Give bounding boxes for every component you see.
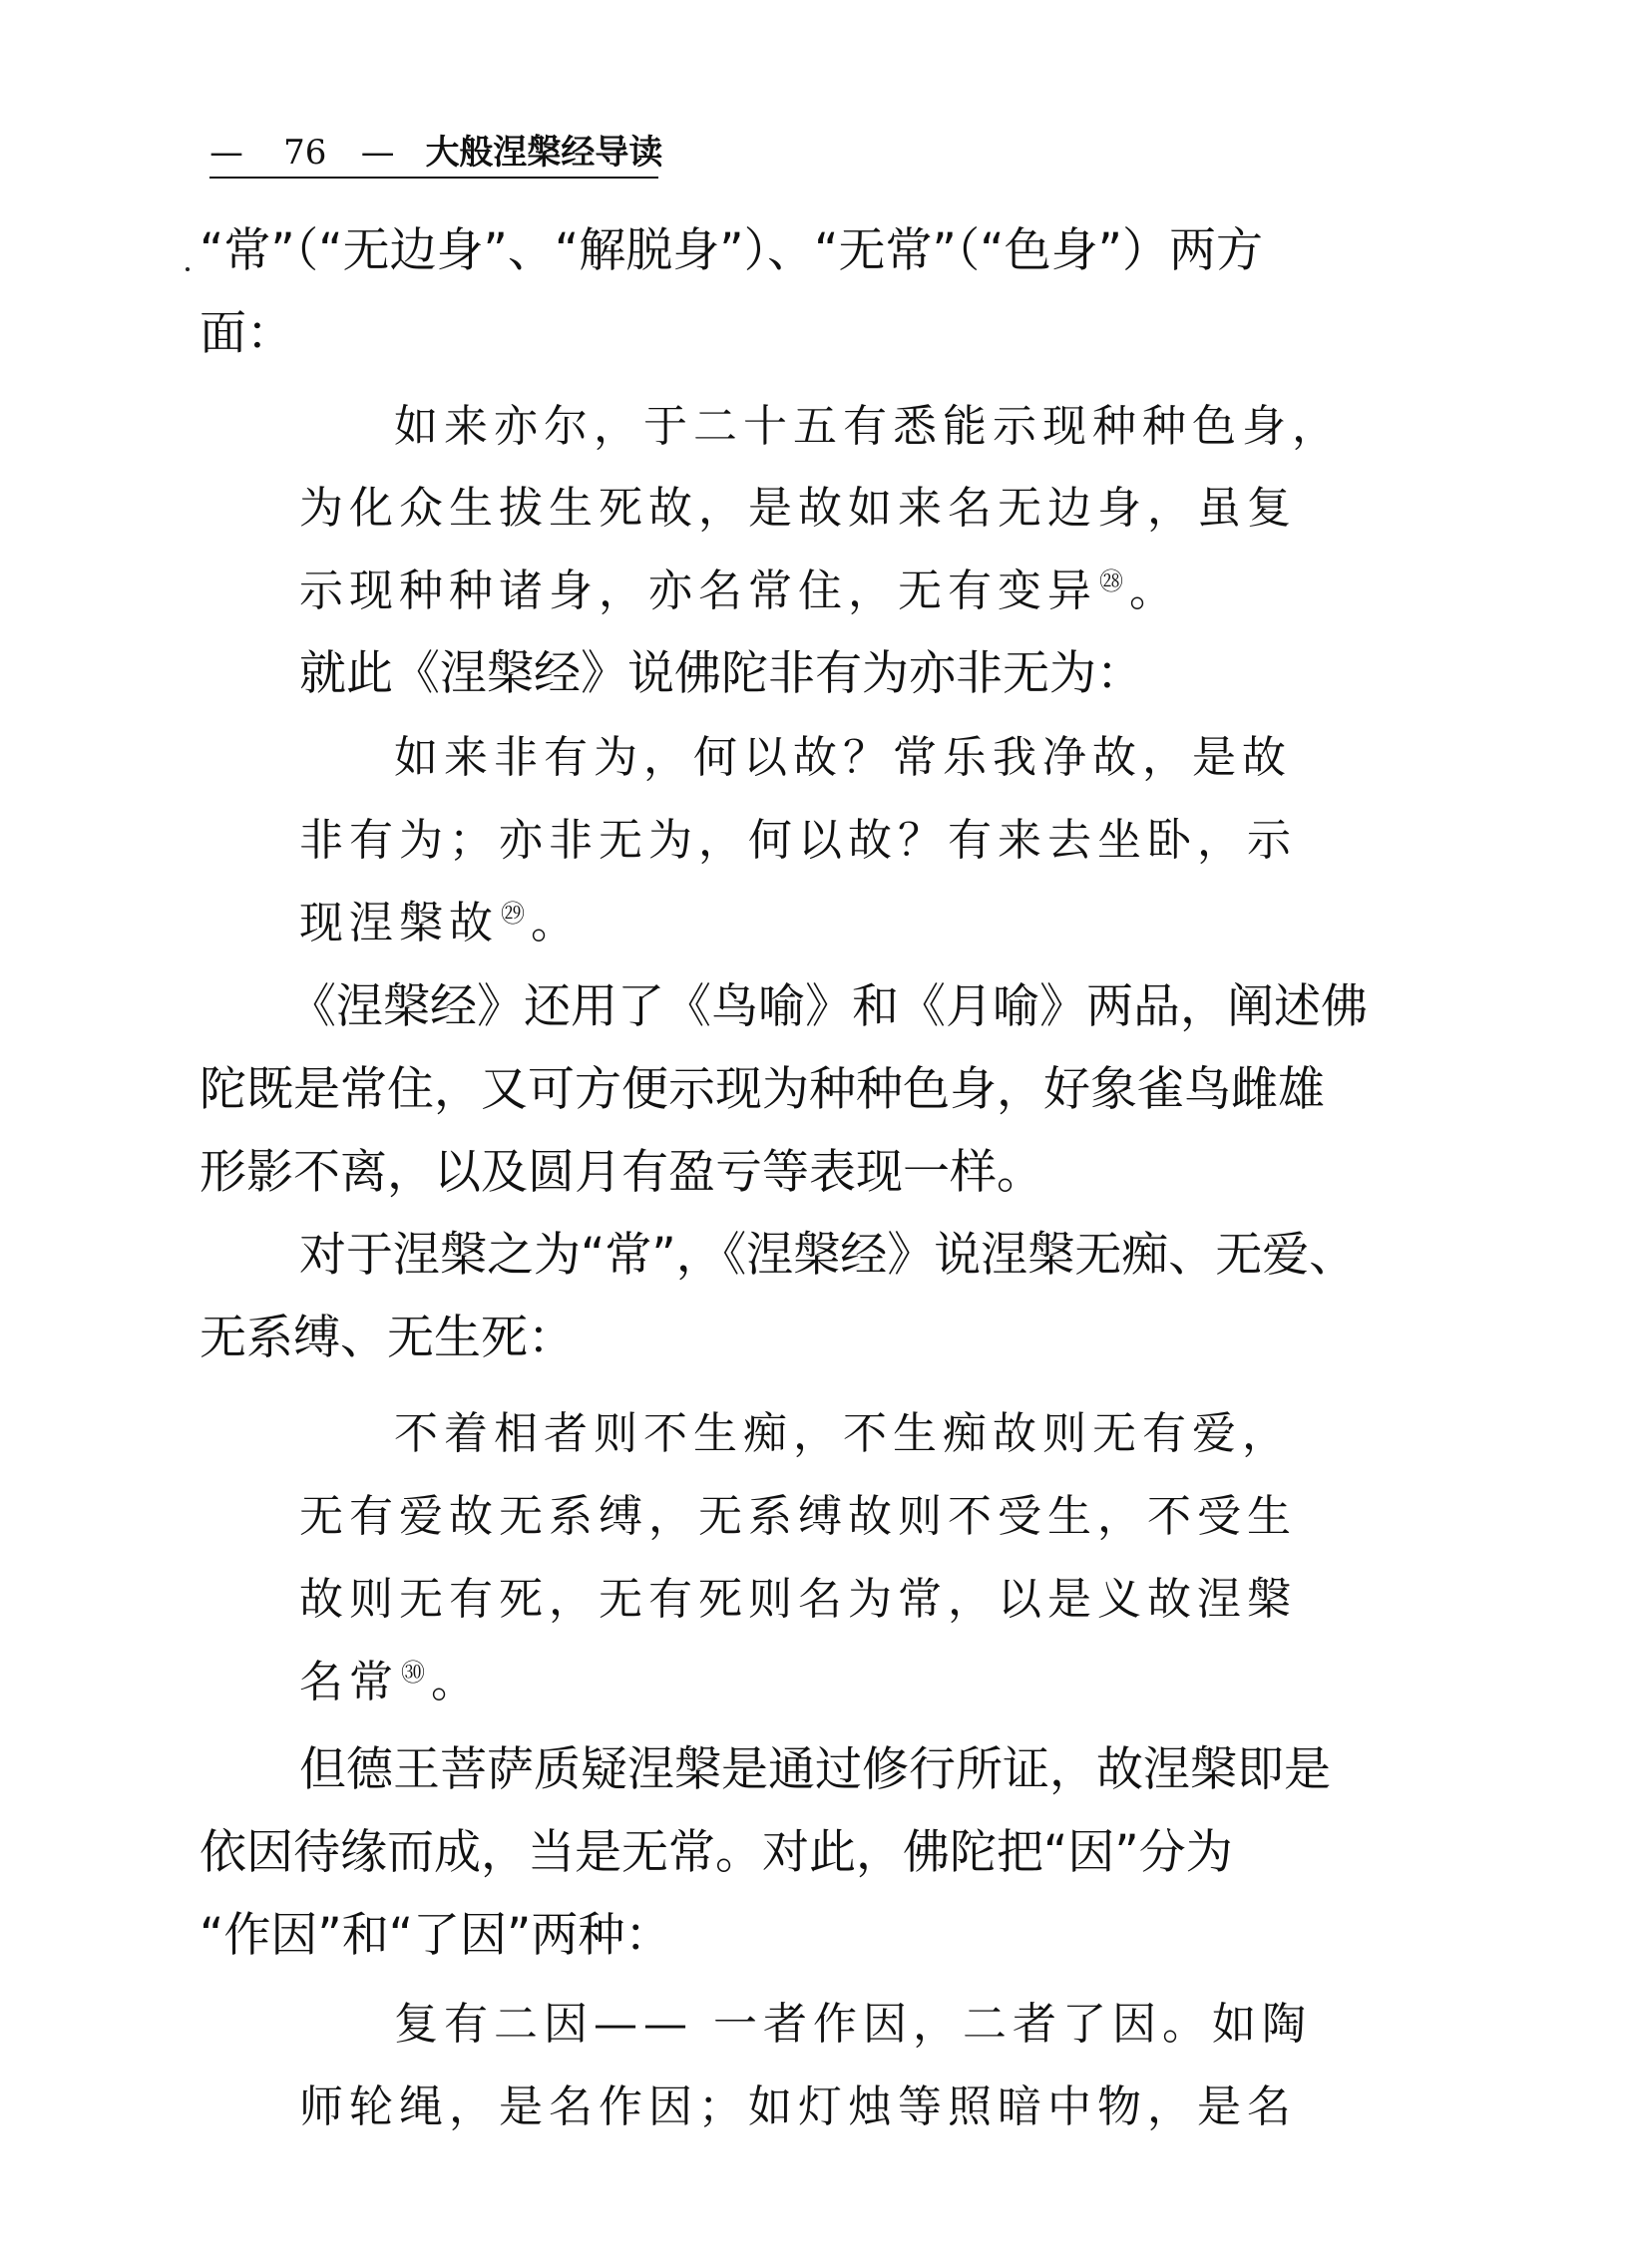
footnote-marker: ㉙ (501, 900, 531, 929)
quote-line (299, 479, 1297, 539)
line-text: 示现种种诸身，亦名常住，无有变异 (299, 566, 1097, 616)
line-text: 为化众生拔生死故，是故如来名无边身，虽复 (299, 483, 1297, 534)
line-tail: 。 (1129, 566, 1179, 616)
header-dash-left: — (209, 133, 243, 173)
line-text: “常”（“无边身”、“解脱身”）、“无常”（“色身”）两方 (200, 223, 1263, 278)
line-text: 如来非有为，何以故？常乐我净故，是故 (394, 732, 1292, 783)
line-text: 对于涅槃之为“常”，《涅槃经》说涅槃无痴、无爱、 (299, 1228, 1357, 1283)
quote-line (299, 894, 581, 953)
line-text: 不着相者则不生痴，不生痴故则无有爱， (394, 1408, 1292, 1459)
body-line (299, 1740, 1331, 1800)
quote-line (299, 1653, 481, 1712)
line-text: “作因”和“了因”两种： (200, 1908, 672, 1963)
body-line (200, 1143, 1043, 1203)
line-text: 现涅槃故 (299, 898, 499, 948)
line-tail: 。 (531, 898, 581, 948)
body-line (200, 1823, 1233, 1883)
quote-line (394, 1995, 1312, 2055)
quote-line (299, 811, 1297, 871)
line-text: 但德王菩萨质疑涅槃是通过修行所证，故涅槃即是 (299, 1742, 1331, 1797)
line-text: 无系缚、无生死： (200, 1311, 575, 1365)
body-line (200, 1309, 575, 1368)
line-text: 名常 (299, 1657, 399, 1707)
footnote-marker: ㉚ (401, 1659, 431, 1688)
line-text: 陀既是常住，又可方便示现为种种色身，好象雀鸟雌雄 (200, 1062, 1325, 1117)
running-header (209, 125, 663, 179)
line-text: 《涅槃经》还用了《鸟喻》和《月喻》两品，阐述佛 (289, 979, 1368, 1034)
body-line (200, 1060, 1325, 1120)
line-text: 故则无有死，无有死则名为常，以是义故涅槃 (299, 1574, 1297, 1625)
quote-line (394, 397, 1342, 457)
body-line (299, 1226, 1356, 1286)
body-line (200, 221, 1263, 281)
line-text: 就此《涅槃经》说佛陀非有为亦非无为： (299, 646, 1143, 701)
quote-line (394, 728, 1292, 788)
line-text: 无有爱故无系缚，无系缚故则不受生，不受生 (299, 1491, 1297, 1542)
body-line (200, 304, 293, 364)
footnote-marker: ㉘ (1099, 567, 1129, 596)
quote-line (299, 562, 1179, 621)
line-text: 形影不离，以及圆月有盈亏等表现一样。 (200, 1145, 1043, 1200)
line-text: 如来亦尔，于二十五有悉能示现种种色身， (394, 401, 1342, 452)
line-text: 复有二因—— 一者作因，二者了因。如陶 (394, 1999, 1312, 2050)
line-text: 依因待缘而成，当是无常。对此，佛陀把“因”分为 (200, 1825, 1233, 1880)
quote-line (299, 1487, 1297, 1547)
body-line (200, 1906, 671, 1966)
line-text: 面： (200, 306, 293, 361)
body-line (299, 644, 1143, 704)
page-number: 76 (283, 133, 327, 173)
stray-mark (186, 267, 190, 271)
quote-line (299, 2078, 1297, 2137)
quote-line (394, 1404, 1292, 1464)
book-title: 大般涅槃经导读 (425, 133, 663, 173)
line-tail: 。 (431, 1657, 481, 1707)
line-text: 师轮绳，是名作因；如灯烛等照暗中物，是名 (299, 2081, 1297, 2132)
body-line (289, 977, 1368, 1037)
header-dash-right: — (360, 133, 395, 173)
line-text: 非有为；亦非无为，何以故？有来去坐卧，示 (299, 815, 1297, 866)
quote-line (299, 1570, 1297, 1630)
